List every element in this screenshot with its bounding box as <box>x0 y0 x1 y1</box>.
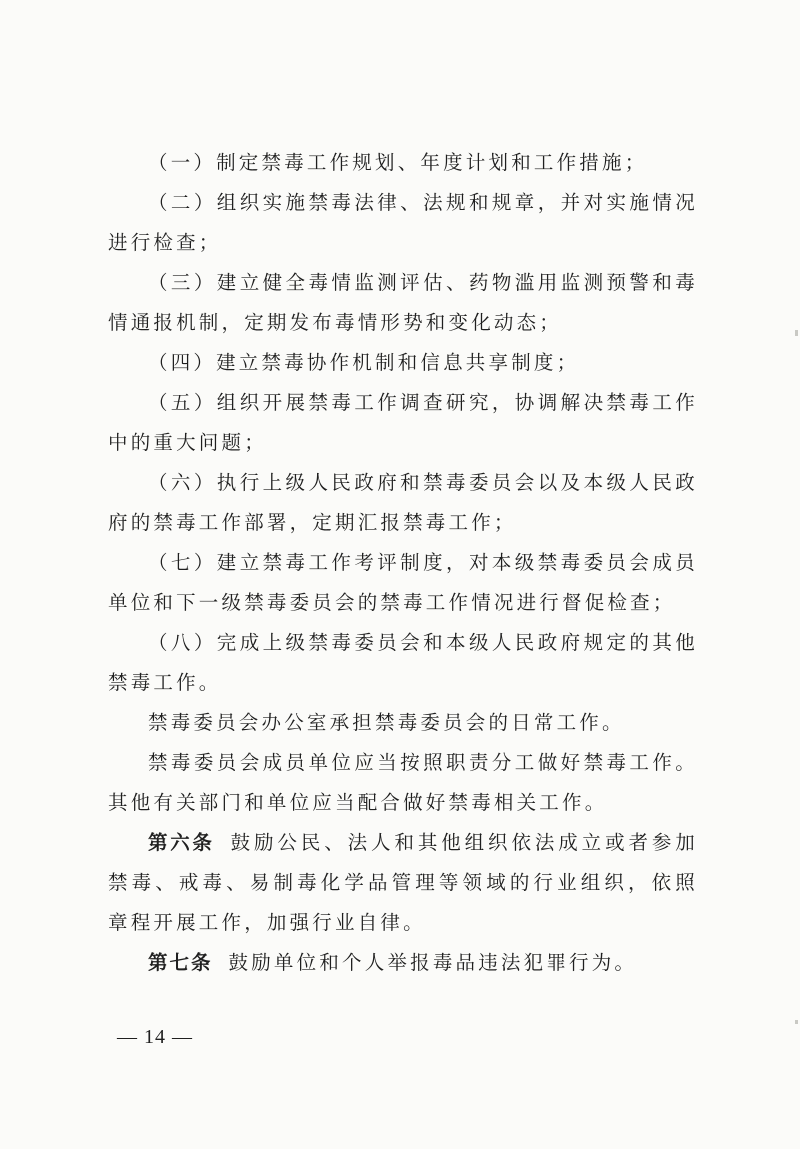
page-number: — 14 — <box>117 1026 193 1048</box>
article-7 <box>108 943 698 983</box>
list-item: （六）执行上级人民政府和禁毒委员会以及本级人民政府的禁毒工作部署，定期汇报禁毒工作； <box>108 471 698 534</box>
article-7-text: 鼓励单位和个人举报毒品违法犯罪行为。 <box>228 951 638 974</box>
article-6-label: 第六条 <box>148 831 215 854</box>
office-paragraph: 禁毒委员会办公室承担禁毒委员会的日常工作。 <box>148 711 625 734</box>
document-body <box>108 143 698 983</box>
scan-edge-mark <box>795 1020 798 1024</box>
list-item: （三）建立健全毒情监测评估、药物滥用监测预警和毒情通报机制，定期发布毒情形势和变化动态； <box>108 271 698 334</box>
list-item: （二）组织实施禁毒法律、法规和规章，并对实施情况进行检查； <box>108 191 698 254</box>
members-paragraph: 禁毒委员会成员单位应当按照职责分工做好禁毒工作。其他有关部门和单位应当配合做好禁毒相关工作。 <box>108 751 698 814</box>
list-item: （四）建立禁毒协作机制和信息共享制度； <box>148 351 580 374</box>
list-item: （七）建立禁毒工作考评制度，对本级禁毒委员会成员单位和下一级禁毒委员会的禁毒工作情况进行督促检查； <box>108 551 698 614</box>
article-7-label: 第七条 <box>148 951 213 974</box>
list-item: （八）完成上级禁毒委员会和本级人民政府规定的其他禁毒工作。 <box>108 631 698 694</box>
scan-edge-mark <box>795 330 798 336</box>
article-6 <box>108 823 698 943</box>
list-item: （五）组织开展禁毒工作调查研究，协调解决禁毒工作中的重大问题； <box>108 391 698 454</box>
article-6-text: 鼓励公民、法人和其他组织依法成立或者参加禁毒、戒毒、易制毒化学品管理等领域的行业组织，依照章程开展工作，加强行业自律。 <box>108 831 698 934</box>
list-item: （一）制定禁毒工作规划、年度计划和工作措施； <box>148 151 648 174</box>
